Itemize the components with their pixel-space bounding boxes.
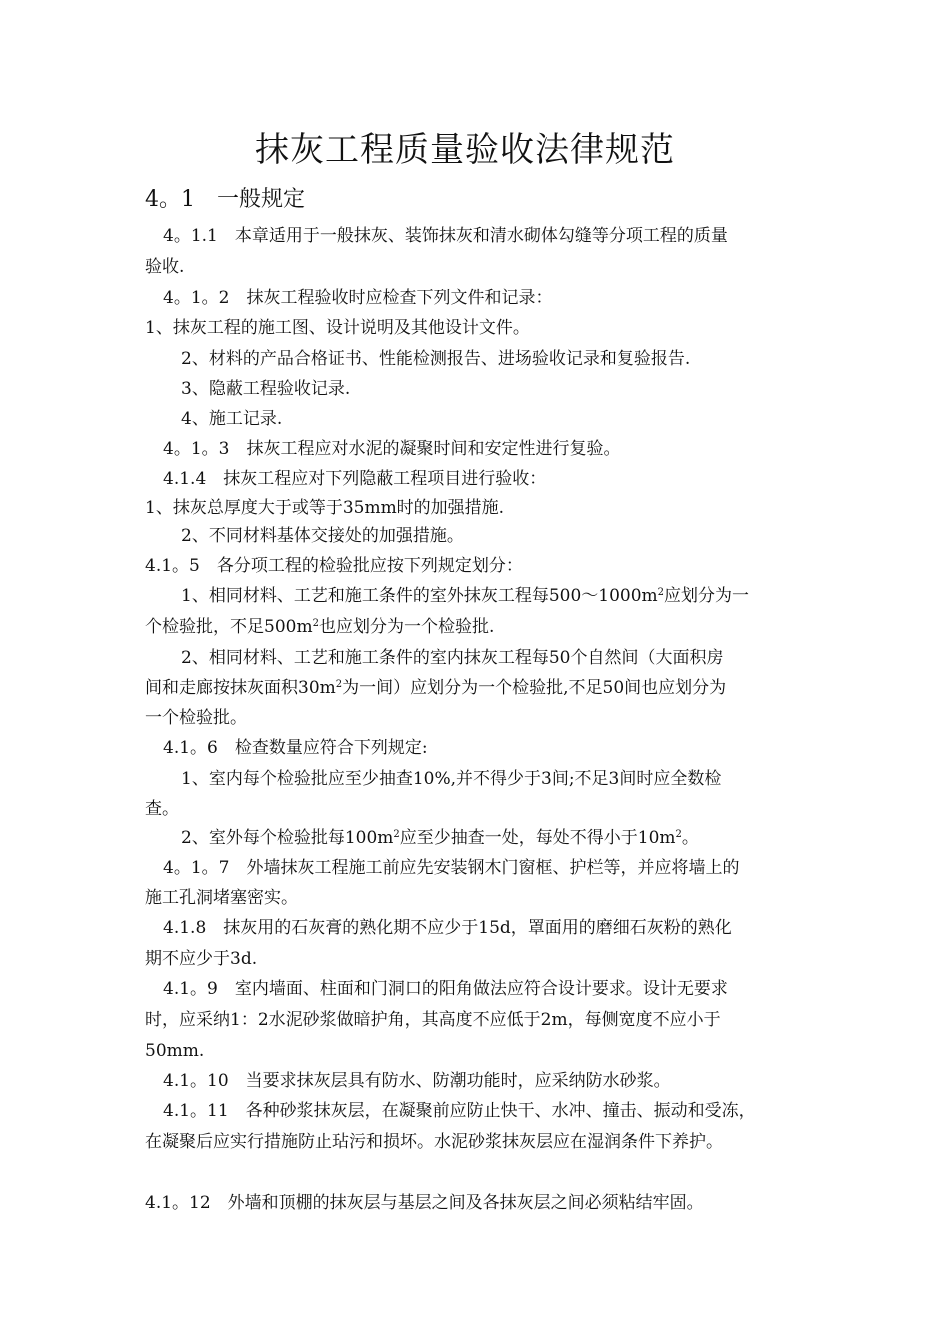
text-run: 。	[681, 828, 699, 848]
paragraph-line: 4。1.1 本章适用于一般抹灰、装饰抹灰和清水砌体勾缝等分项工程的质量	[163, 226, 728, 246]
text-run: 为一间）应划分为一个检验批,不足50间也应划分为	[342, 678, 727, 698]
superscript: 2	[312, 618, 319, 629]
list-item-continuation	[145, 675, 726, 701]
paragraph-line: 4.1.4 抹灰工程应对下列隐蔽工程项目进行验收：	[163, 469, 547, 489]
paragraph-line: 期不应少于3d.	[145, 949, 258, 969]
list-item: 2、材料的产品合格证书、性能检测报告、进场验收记录和复验报告.	[181, 349, 691, 369]
paragraph-line: 4。1。3 抹灰工程应对水泥的凝聚时间和安定性进行复验。	[163, 439, 621, 459]
list-item-continuation: 查。	[145, 799, 179, 819]
list-item	[181, 825, 699, 851]
list-item: 1、室内每个检验批应至少抽查10%,并不得少于3间;不足3间时应全数检	[181, 769, 722, 789]
paragraph-line: 4.1.8 抹灰用的石灰膏的熟化期不应少于15d，罩面用的磨细石灰粉的熟化	[163, 918, 732, 938]
paragraph-line: 50mm.	[145, 1041, 205, 1061]
paragraph-line: 施工孔洞堵塞密实。	[145, 888, 298, 908]
list-item: 3、隐蔽工程验收记录.	[181, 379, 351, 399]
list-item-continuation: 一个检验批。	[145, 708, 247, 728]
paragraph-line: 4.1。9 室内墙面、柱面和门洞口的阳角做法应符合设计要求。设计无要求	[163, 979, 728, 999]
paragraph-line: 4.1。10 当要求抹灰层具有防水、防潮功能时，应采纳防水砂浆。	[163, 1071, 671, 1091]
list-item: 1、抹灰总厚度大于或等于35mm时的加强措施.	[145, 498, 505, 518]
paragraph-line: 4。1。2 抹灰工程验收时应检查下列文件和记录：	[163, 288, 553, 308]
superscript: 2	[393, 829, 400, 840]
paragraph-line: 在凝聚后应实行措施防止玷污和损坏。水泥砂浆抹灰层应在湿润条件下养护。	[145, 1132, 723, 1152]
paragraph-line: 4.1。11 各种砂浆抹灰层，在凝聚前应防止快干、水冲、撞击、振动和受冻，	[163, 1101, 756, 1121]
document-title: 抹灰工程质量验收法律规范	[255, 130, 675, 170]
list-item: 1、抹灰工程的施工图、设计说明及其他设计文件。	[145, 318, 530, 338]
text-run: 应划分为一	[664, 586, 750, 606]
superscript: 2	[657, 587, 665, 598]
paragraph-line: 4。1。7 外墙抹灰工程施工前应先安装钢木门窗框、护栏等，并应将墙上的	[163, 858, 740, 878]
text-run: 1、相同材料、工艺和施工条件的室外抹灰工程每500～1000m	[181, 586, 658, 606]
text-run: 也应划分为一个检验批.	[318, 617, 495, 637]
list-item-continuation	[145, 614, 494, 640]
text-run: 应至少抽查一处，每处不得小于10m	[399, 828, 676, 848]
superscript: 2	[675, 829, 682, 840]
text-run: 2、室外每个检验批每100m	[181, 828, 394, 848]
paragraph-line: 4.1。6 检查数量应符合下列规定:	[163, 738, 428, 758]
list-item: 2、不同材料基体交接处的加强措施。	[181, 526, 464, 546]
text-run: 个检验批，不足500m	[145, 617, 313, 637]
list-item: 2、相同材料、工艺和施工条件的室内抹灰工程每50个自然间（大面积房	[181, 648, 724, 668]
paragraph-line: 4.1。12 外墙和顶棚的抹灰层与基层之间及各抹灰层之间必须粘结牢固。	[145, 1193, 704, 1213]
text-run: 间和走廊按抹灰面积30m	[145, 678, 336, 698]
paragraph-line: 验收.	[145, 257, 185, 277]
paragraph-line: 时，应采纳1：2水泥砂浆做暗护角，其高度不应低于2m，每侧宽度不应小于	[145, 1010, 721, 1030]
paragraph-line: 4.1。5 各分项工程的检验批应按下列规定划分：	[145, 556, 523, 576]
superscript: 2	[335, 679, 343, 690]
section-heading: 4。1 一般规定	[145, 187, 305, 212]
list-item	[181, 583, 749, 609]
list-item: 4、施工记录.	[181, 409, 283, 429]
